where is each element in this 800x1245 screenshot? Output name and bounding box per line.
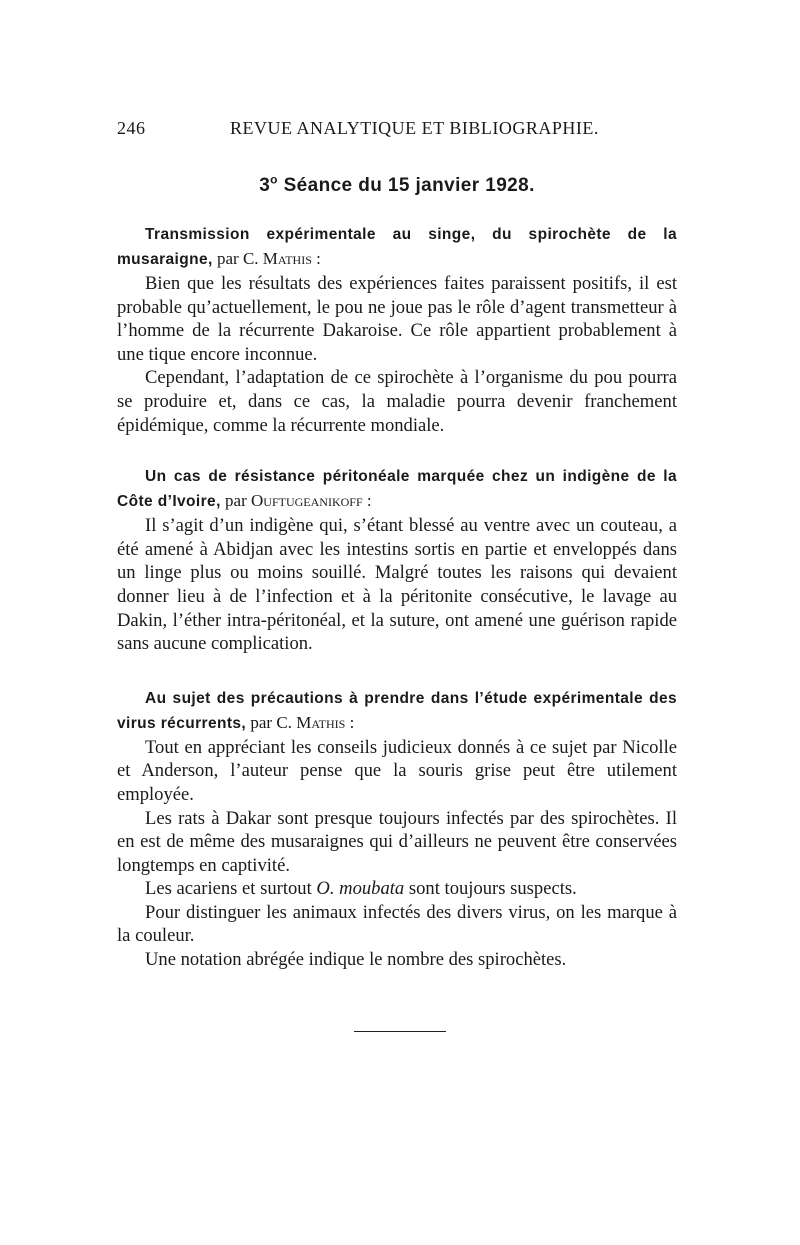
section-end-rule: [354, 1031, 446, 1032]
page: [117, 112, 677, 972]
article-paragraph: Bien que les résultats des expériences faites paraissent positifs, il est probable qu’actuellement, le pou ne joue pas le rôle d’agent transmetteur à l’homme de la récurrente Dakaroise. Ce rôle appartient probablement à une tique encore inconnue.: [117, 273, 677, 365]
article-paragraph: Une notation abrégée indique le nombre des spirochètes.: [145, 949, 567, 971]
article-paragraph: Les rats à Dakar sont presque toujours infectés par des spirochètes. Il en est de même des musaraignes qui d’ailleurs ne peuvent être conservées longtemps en captivité.: [117, 807, 677, 876]
article-par: par: [212, 249, 243, 268]
article-paragraph: Tout en appréciant les conseils judicieux donnés à ce sujet par Nicolle et Anderson, l’auteur pense que la souris grise peut être utilement employée.: [117, 736, 677, 805]
article-author: C. Mathis: [242, 249, 312, 268]
article-resistance-peritoneale: [117, 464, 677, 656]
article-precautions: [117, 686, 677, 972]
running-title: REVUE ANALYTIQUE ET BIBLIOGRAPHIE.: [230, 118, 599, 138]
page-number: 246: [117, 118, 146, 138]
species-name: O. moubata: [316, 878, 405, 900]
article-paragraph: [117, 877, 677, 901]
article-author: C. Mathis: [276, 712, 346, 732]
article-par: par: [220, 491, 252, 511]
article-title: Transmission expérimentale au singe, du spirochète de la musaraigne,: [117, 226, 677, 268]
article-transmission: [117, 222, 677, 437]
article-colon: :: [345, 712, 355, 732]
session-title: Séance du 15 janvier 1928.: [277, 175, 535, 196]
article-colon: :: [362, 491, 372, 511]
article-heading: [117, 686, 677, 736]
article-par: par: [246, 712, 277, 732]
article-colon: :: [311, 249, 321, 268]
acarien-text-before: Les acariens et surtout: [145, 878, 317, 900]
running-head: [117, 112, 677, 142]
article-paragraph: Pour distinguer les animaux infectés des divers virus, on les marque à la couleur.: [117, 901, 677, 947]
acarien-text-after: sont toujours suspects.: [404, 878, 577, 900]
session-ordinal: 3: [259, 175, 271, 196]
article-heading: [117, 464, 677, 514]
article-paragraph: Il s’agit d’un indigène qui, s’étant blessé au ventre avec un couteau, a été amené à Abidjan avec les intestins sortis en partie et enveloppés dans un linge plus ou moins souillé. Malgré toutes les raisons qui devaient donner lieu à de l’infection et à la péritonite consécutive, le lavage au Dakin, l’éther intra-péritonéal, et la suture, ont amené une guérison rapide sans aucune complication.: [117, 515, 677, 655]
article-author: Ouftugeanikoff: [251, 491, 363, 511]
article-paragraph: Cependant, l’adaptation de ce spirochète à l’organisme du pou pourra se produire et, dans ce cas, la maladie pourra devenir franchement épidémique, comme la récurrente mondiale.: [117, 367, 677, 436]
session-heading: [117, 172, 677, 197]
session-ordinal-suffix: o: [270, 172, 278, 187]
article-title: Au sujet des précautions à prendre dans l’étude expérimentale des virus récurrents,: [117, 689, 677, 732]
article-heading: [117, 222, 677, 272]
article-title: Un cas de résistance péritonéale marquée chez un indigène de la Côte d’Ivoire,: [117, 468, 677, 511]
